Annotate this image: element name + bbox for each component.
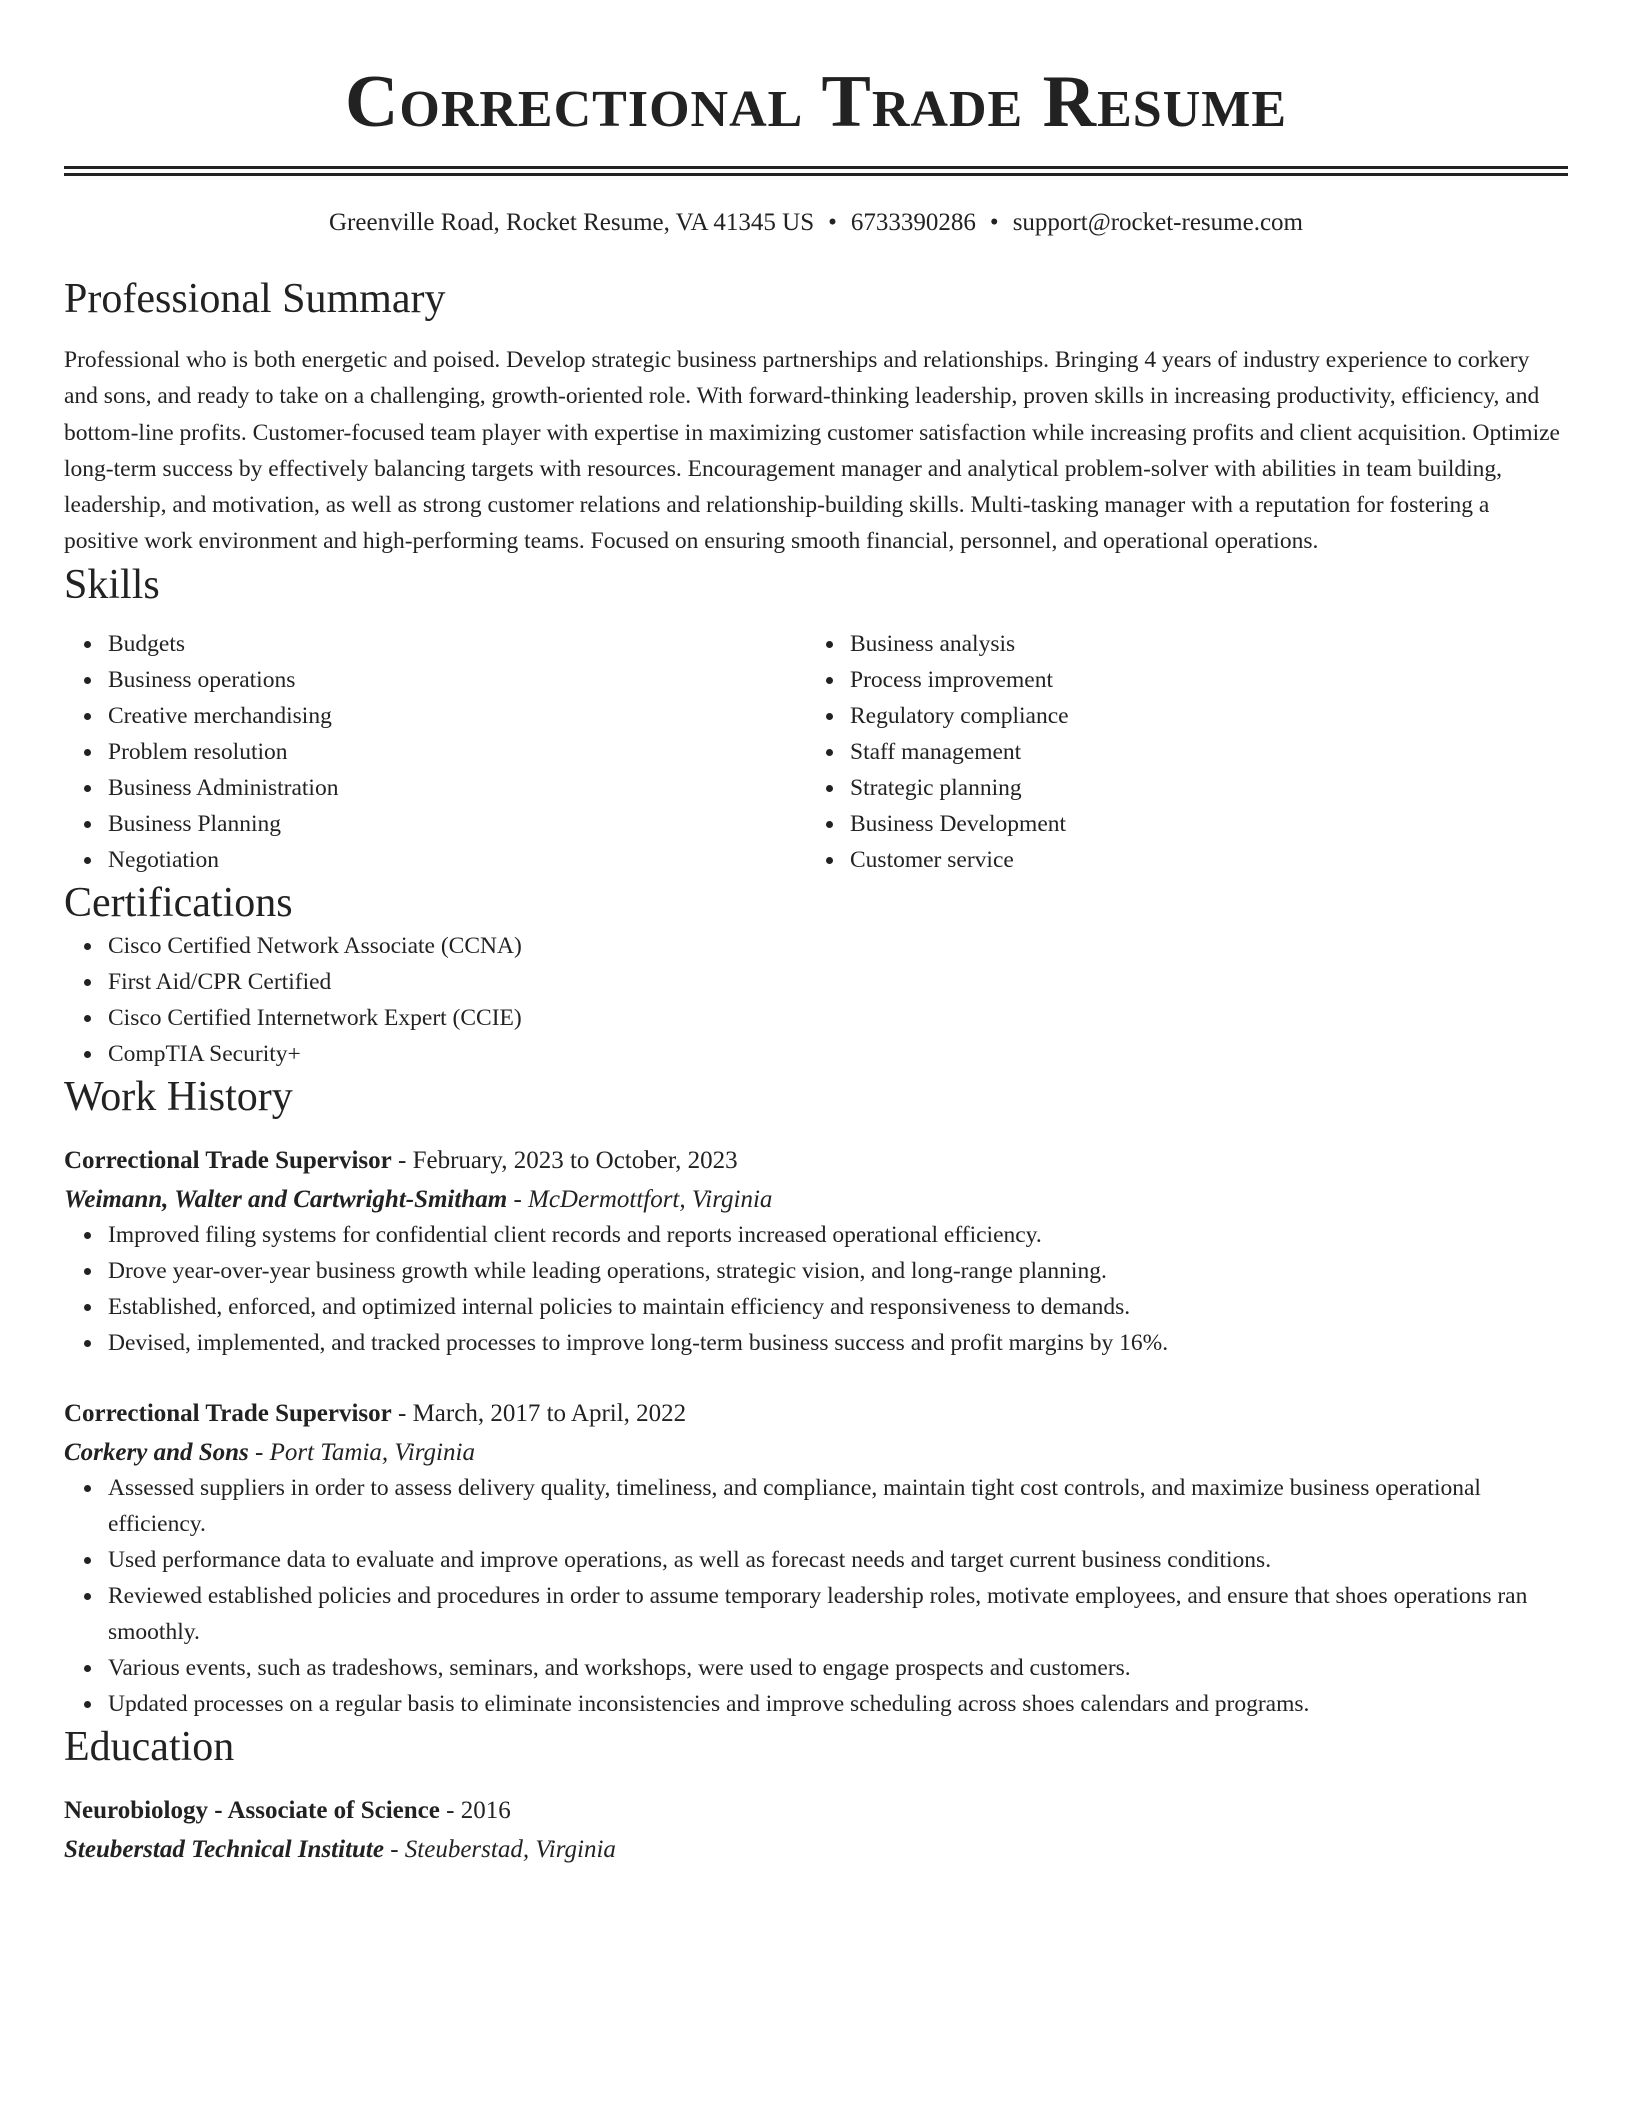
dash: - [507, 1185, 529, 1213]
job-bullet: Devised, implemented, and tracked processes to improve long-term business success and profit margins by 16%. [108, 1325, 1568, 1361]
skill-item: Strategic planning [850, 770, 1548, 806]
skill-item: Budgets [108, 626, 806, 662]
job-bullets [64, 1470, 1568, 1722]
job-company: Corkery and Sons [64, 1438, 249, 1466]
degree: Neurobiology - Associate of Science [64, 1796, 440, 1824]
certification-item: Cisco Certified Internetwork Expert (CCIE) [108, 1000, 1568, 1036]
skill-item: Negotiation [108, 842, 806, 878]
summary-heading: Professional Summary [64, 276, 446, 322]
job-company: Weimann, Walter and Cartwright-Smitham [64, 1185, 508, 1213]
contact-line [64, 208, 1568, 238]
dash: - [439, 1796, 461, 1824]
contact-address: Greenville Road, Rocket Resume, VA 41345 US [329, 209, 815, 236]
skills-left-column [64, 626, 806, 878]
school-line [64, 1833, 1568, 1867]
job-location: McDermottfort, Virginia [528, 1185, 773, 1213]
skill-item: Business Administration [108, 770, 806, 806]
title-double-rule [64, 166, 1568, 176]
job-location: Port Tamia, Virginia [269, 1438, 475, 1466]
skill-item: Problem resolution [108, 734, 806, 770]
skills-heading: Skills [64, 561, 160, 608]
job-bullet: Assessed suppliers in order to assess delivery quality, timeliness, and compliance, maintain tight cost controls, and maximize business operational efficiency. [108, 1470, 1568, 1542]
skill-item: Regulatory compliance [850, 698, 1548, 734]
contact-email: support@rocket-resume.com [1012, 209, 1303, 236]
job-bullets [64, 1217, 1568, 1361]
job-bullet: Drove year-over-year business growth while leading operations, strategic vision, and long-range planning. [108, 1253, 1568, 1289]
skill-item: Process improvement [850, 662, 1548, 698]
job-entry [64, 1144, 1568, 1361]
job-company-line [64, 1436, 1568, 1470]
skills-right-column [806, 626, 1548, 878]
job-dates: March, 2017 to April, 2022 [412, 1399, 687, 1427]
job-bullet: Various events, such as tradeshows, seminars, and workshops, were used to engage prospects and customers. [108, 1650, 1568, 1686]
contact-phone: 6733390286 [850, 209, 976, 236]
skill-item: Business Planning [108, 806, 806, 842]
certification-item: First Aid/CPR Certified [108, 964, 1568, 1000]
skills-right-list [806, 626, 1548, 878]
certification-item: Cisco Certified Network Associate (CCNA) [108, 928, 1568, 964]
skills-grid [64, 626, 1568, 878]
contact-separator: • [828, 209, 837, 236]
job-bullet: Reviewed established policies and procedures in order to assume temporary leadership roles, motivate employees, and ensure that shoes operations ran smoothly. [108, 1578, 1568, 1650]
dash: - [383, 1835, 405, 1863]
skill-item: Business Development [850, 806, 1548, 842]
skill-item: Business operations [108, 662, 806, 698]
job-bullet: Used performance data to evaluate and improve operations, as well as forecast needs and target current business conditions. [108, 1542, 1568, 1578]
job-title: Correctional Trade Supervisor [64, 1146, 392, 1174]
job-bullet: Updated processes on a regular basis to eliminate inconsistencies and improve scheduling across shoes calendars and programs. [108, 1686, 1568, 1722]
skill-item: Creative merchandising [108, 698, 806, 734]
dash: - [391, 1399, 413, 1427]
job-bullet: Improved filing systems for confidential client records and reports increased operational efficiency. [108, 1217, 1568, 1253]
skill-item: Customer service [850, 842, 1548, 878]
job-title-line [64, 1144, 1568, 1178]
summary-text: Professional who is both energetic and poised. Develop strategic business partnerships and relationships. Bringing 4 years of industry experience to corkery and sons, and ready to take on a challenging, growth-oriented role. With forward-thinking leadership, proven skills in increasing productivity, efficiency, and bottom-line profits. Customer-focused team player with expertise in maximizing customer satisfaction while increasing profits and client acquisition. Optimize long-term success by effectively balancing targets with resources. Encouragement manager and analytical problem-solver with abilities in team building, leadership, and motivation, as well as strong customer relations and relationship-building skills. Multi-tasking manager with a reputation for fostering a positive work environment and high-performing teams. Focused on ensuring smooth financial, personnel, and operational operations. [64, 347, 1560, 555]
job-title-line [64, 1397, 1568, 1431]
job-entry [64, 1397, 1568, 1722]
school-name: Steuberstad Technical Institute [64, 1835, 384, 1863]
graduation-year: 2016 [460, 1796, 511, 1824]
contact-separator: • [989, 209, 999, 236]
education-heading: Education [64, 1723, 235, 1770]
job-bullet: Established, enforced, and optimized internal policies to maintain efficiency and responsiveness to demands. [108, 1289, 1568, 1325]
work-history-heading: Work History [64, 1073, 293, 1120]
school-location: Steuberstad, Virginia [404, 1835, 616, 1863]
skill-item: Business analysis [850, 626, 1548, 662]
job-dates: February, 2023 to October, 2023 [412, 1146, 738, 1174]
resume-title: Correctional Trade Resume [344, 61, 1288, 143]
certifications-heading: Certifications [64, 879, 293, 926]
skill-item: Staff management [850, 734, 1548, 770]
dash: - [248, 1438, 270, 1466]
certification-item: CompTIA Security+ [108, 1036, 1568, 1072]
dash: - [391, 1146, 413, 1174]
education-entry [64, 1794, 1568, 1867]
job-company-line [64, 1183, 1568, 1217]
degree-line [64, 1794, 1568, 1828]
skills-left-list [64, 626, 806, 878]
job-title: Correctional Trade Supervisor [64, 1399, 392, 1427]
certifications-list [64, 928, 1568, 1072]
